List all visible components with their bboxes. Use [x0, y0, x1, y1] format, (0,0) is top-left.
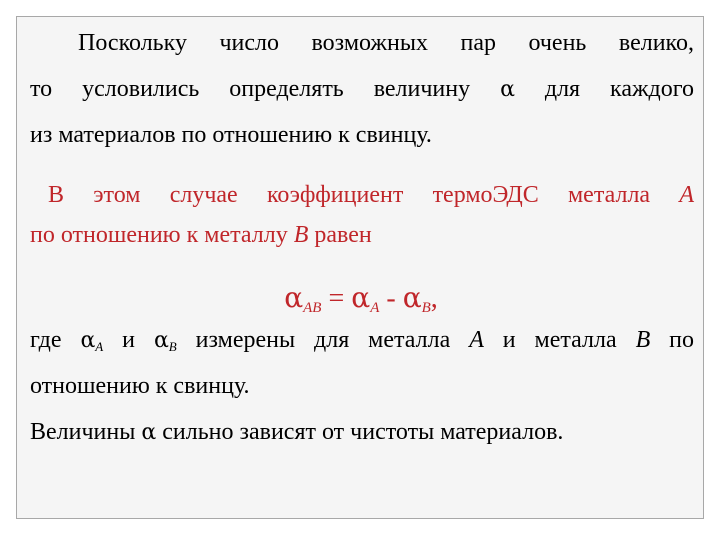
conclusion-before: Величины	[30, 419, 136, 445]
slide	[16, 16, 704, 519]
metal-b-label: В	[293, 222, 309, 248]
metal-b-label: В	[635, 327, 651, 353]
formula-sub-ab: AB	[303, 300, 322, 316]
explanation-line-2-text: отношению к свинцу.	[30, 373, 250, 399]
formula-alpha-1: α	[284, 281, 304, 314]
definition-line-1-text: В этом случае коэффициент термоЭДС металла	[48, 182, 651, 208]
intro-line-2	[30, 66, 694, 112]
alpha-b-term	[154, 327, 177, 353]
alpha-symbol: α	[153, 328, 169, 353]
intro-line-3-text: из материалов по отношению к свинцу.	[30, 122, 432, 148]
paragraph-intro	[30, 20, 694, 158]
formula-sub-b: B	[421, 300, 431, 316]
formula-minus: -	[386, 283, 396, 314]
definition-line-2-after: равен	[314, 222, 372, 248]
paragraph-conclusion	[30, 409, 694, 455]
measured-text: измерены для металла	[195, 327, 451, 353]
paragraph-explanation	[30, 317, 694, 409]
definition-line-2-text: по отношению к металлу	[30, 222, 288, 248]
alpha-symbol: α	[141, 420, 157, 445]
and-metal-text: и металла	[502, 327, 617, 353]
word-where: где	[30, 327, 62, 353]
alpha-symbol: α	[500, 77, 515, 102]
alpha-b-subscript: B	[168, 339, 177, 354]
formula-alpha-3: α	[402, 281, 422, 314]
intro-line-1	[30, 20, 694, 66]
intro-line-1-text: Поскольку число возможных пар очень велико,	[78, 30, 694, 56]
formula-trailing-comma: ,	[430, 283, 438, 314]
explanation-line-1	[30, 317, 694, 363]
explanation-line-2	[30, 363, 694, 409]
word-and: и	[122, 327, 136, 353]
conclusion-line	[30, 409, 694, 455]
alpha-symbol: α	[80, 328, 96, 353]
formula-equals: =	[328, 283, 345, 314]
metal-a-label: А	[679, 182, 694, 208]
formula-alpha-ab	[17, 281, 705, 317]
formula-alpha-2: α	[351, 281, 371, 314]
formula-sub-a: A	[370, 300, 380, 316]
intro-line-3	[30, 112, 694, 158]
alpha-a-subscript: A	[95, 339, 104, 354]
word-po: по	[669, 327, 695, 353]
definition-line-2	[30, 212, 694, 258]
metal-a-label: А	[469, 327, 484, 353]
conclusion-after: сильно зависят от чистоты материалов.	[162, 419, 564, 445]
paragraph-definition	[30, 172, 694, 258]
alpha-a-term	[80, 327, 103, 353]
intro-line-2-before: то условились определять величину	[30, 76, 471, 102]
intro-line-2-after: для каждого	[544, 76, 695, 102]
